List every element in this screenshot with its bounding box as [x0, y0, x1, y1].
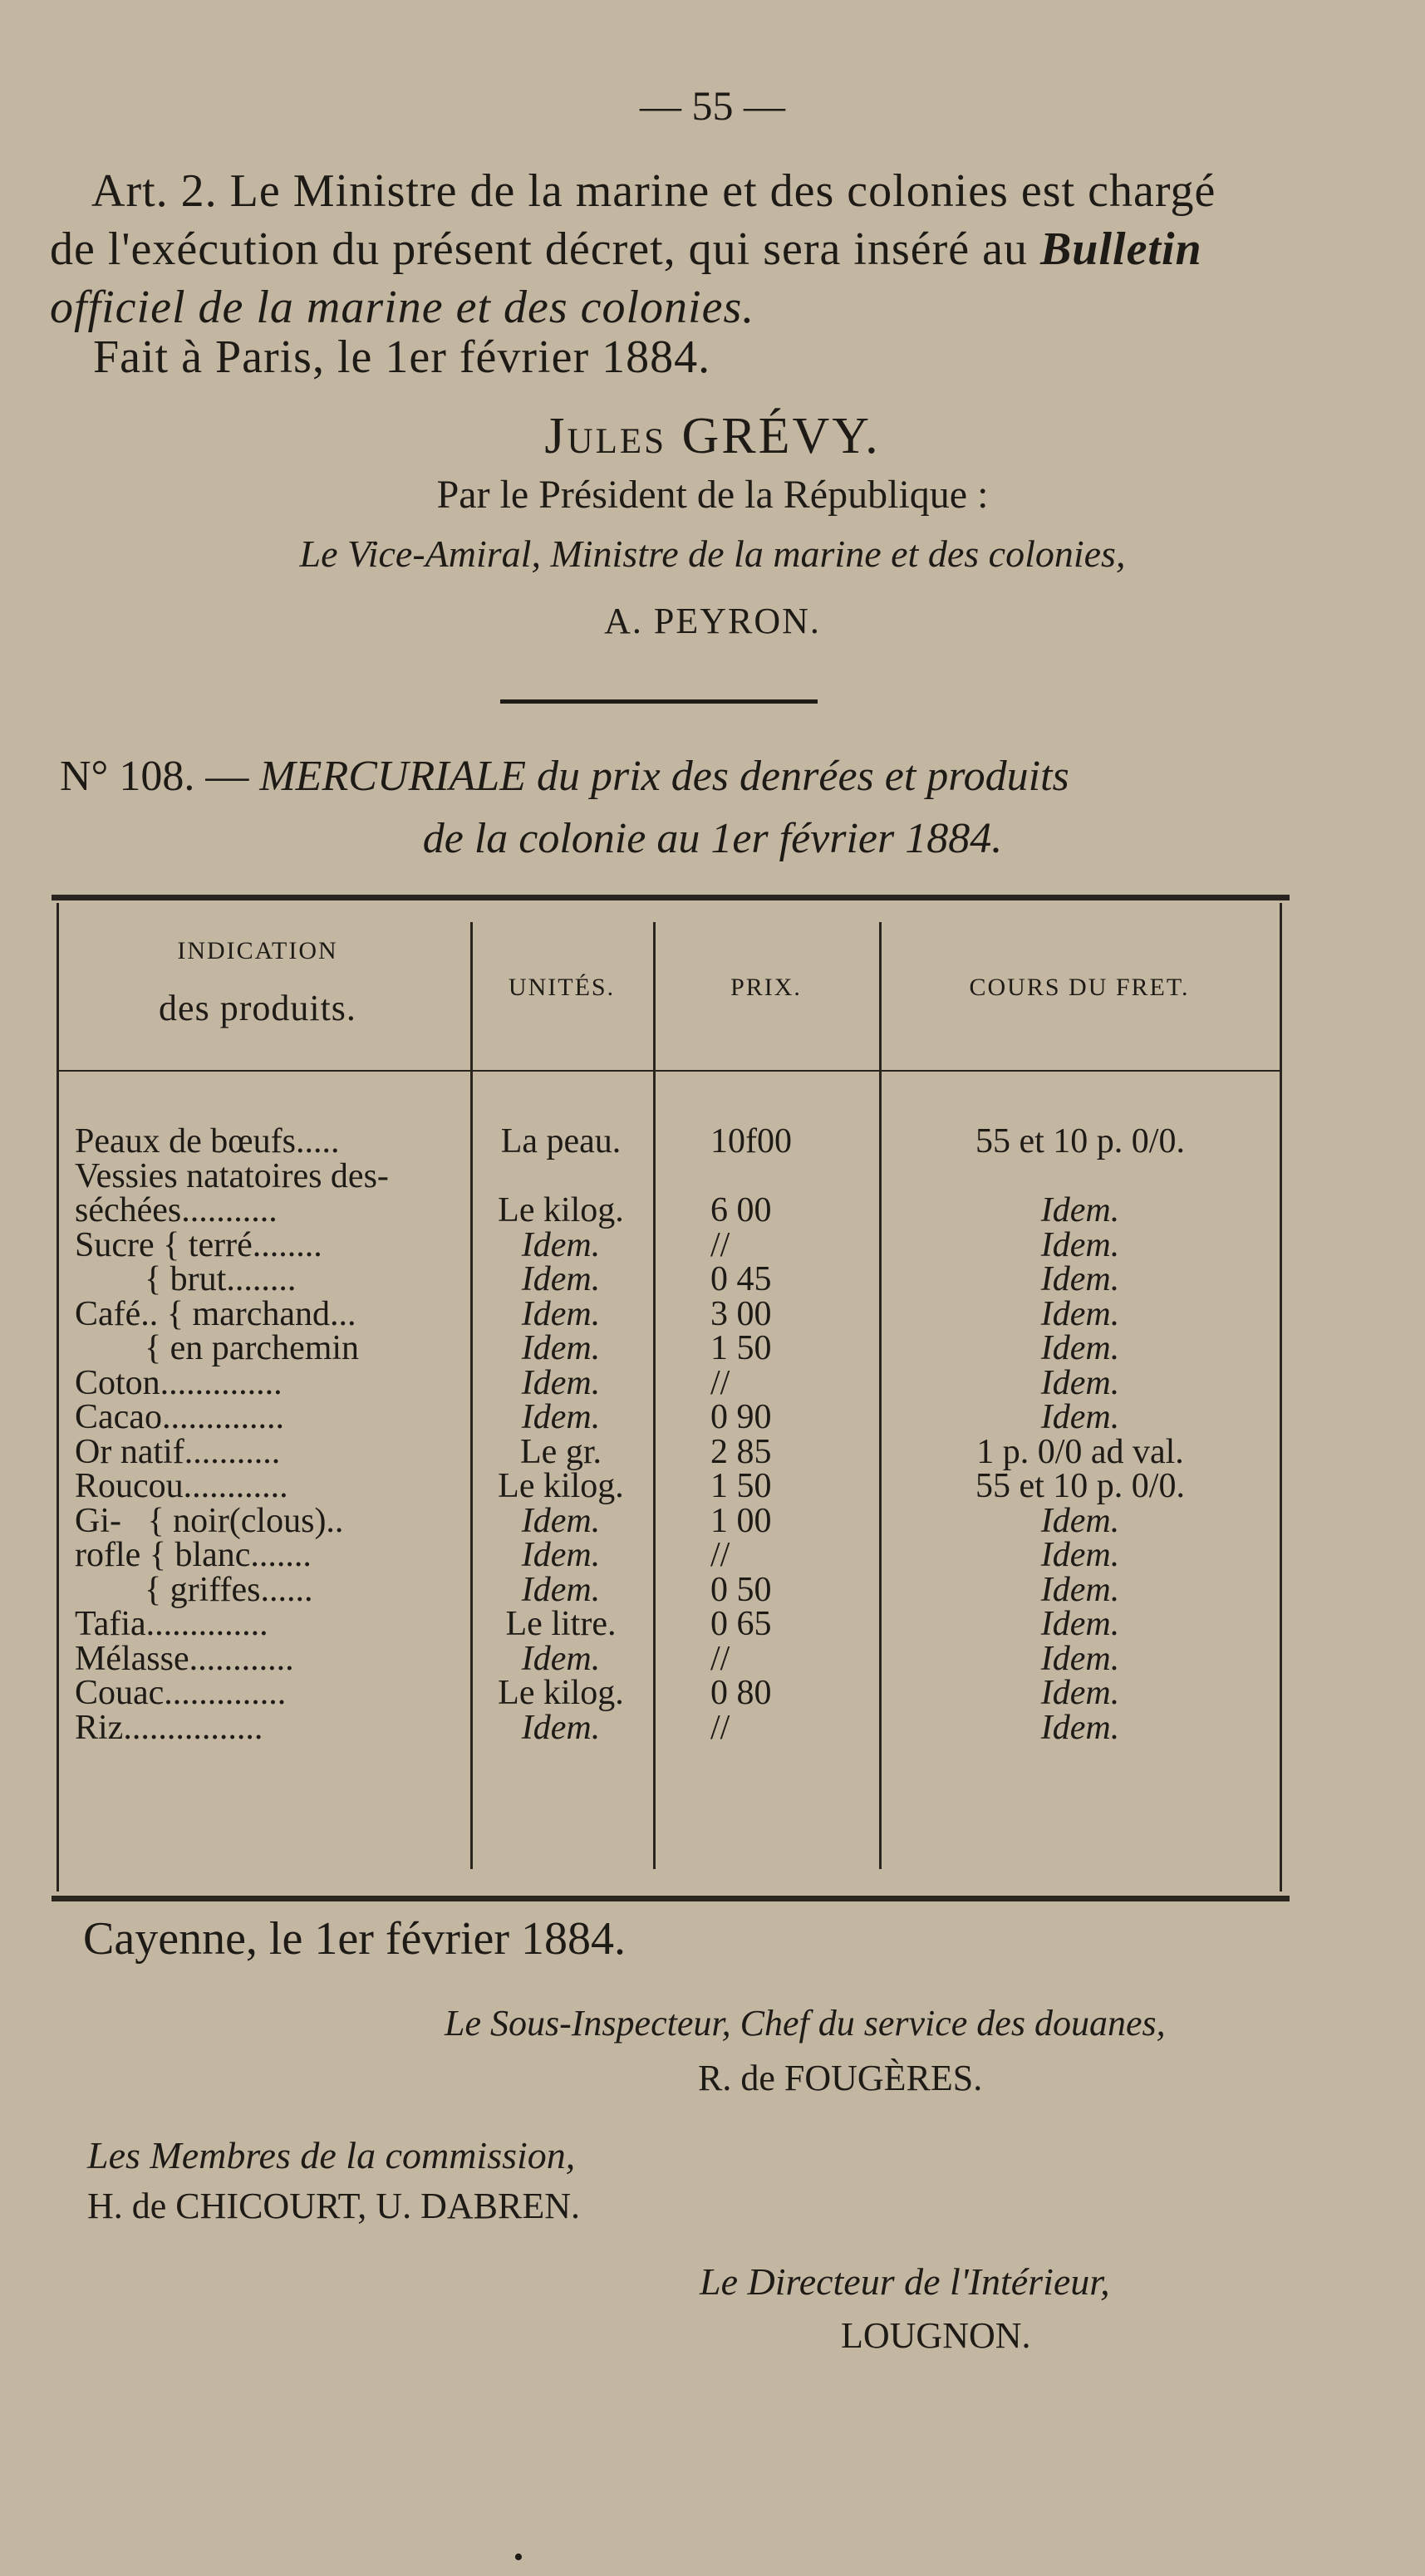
- minister-name: A. PEYRON.: [604, 601, 821, 641]
- unit-cell: La peau.: [500, 1122, 622, 1160]
- product-name: Couac..............: [75, 1674, 287, 1712]
- header-indication: INDICATION: [177, 937, 338, 964]
- table-bottom-rule: [52, 1896, 1290, 1901]
- price-cell: 10f00: [710, 1122, 792, 1160]
- unit-cell: Le litre.: [505, 1605, 617, 1643]
- table-row: [0, 1535, 1425, 1574]
- table-row: [0, 1501, 1425, 1540]
- unit-cell: Idem.: [521, 1329, 601, 1367]
- freight-cell: Idem.: [1040, 1329, 1120, 1367]
- section-divider: [500, 699, 818, 704]
- price-cell: 6 00: [710, 1191, 772, 1229]
- unit-cell: Le kilog.: [498, 1674, 624, 1712]
- freight-cell: Idem.: [1040, 1225, 1120, 1264]
- header-freight: COURS DU FRET.: [969, 974, 1190, 1001]
- decree-article-line: officiel de la marine et des colonies.: [50, 282, 755, 333]
- unit-cell: Idem.: [521, 1536, 601, 1574]
- product-name: { griffes......: [75, 1570, 313, 1609]
- product-name: Mélasse............: [75, 1639, 294, 1678]
- decree-article-line: [50, 223, 1202, 276]
- price-cell: 0 90: [710, 1398, 772, 1436]
- freight-cell: 55 et 10 p. 0/0.: [975, 1122, 1185, 1160]
- unit-cell: Idem.: [521, 1398, 601, 1436]
- freight-cell: Idem.: [1040, 1605, 1120, 1643]
- product-name: Cacao..............: [75, 1398, 284, 1436]
- table-row: [0, 1570, 1425, 1609]
- freight-cell: 55 et 10 p. 0/0.: [975, 1467, 1185, 1505]
- unit-cell: Le kilog.: [498, 1467, 624, 1505]
- commission-names: H. de CHICOURT, U. DABREN.: [87, 2186, 580, 2226]
- freight-cell: Idem.: [1040, 1191, 1120, 1229]
- table-row: [0, 1673, 1425, 1712]
- header-units: UNITÉS.: [508, 974, 616, 1001]
- table-row: [0, 1225, 1425, 1264]
- product-name: séchées...........: [75, 1191, 278, 1229]
- price-cell: 0 65: [710, 1605, 772, 1643]
- price-cell: 1 50: [710, 1329, 772, 1367]
- page-mark: •: [513, 2542, 523, 2573]
- product-name: { en parchemin: [75, 1329, 360, 1367]
- minister-title: Le Vice-Amiral, Ministre de la marine et des colonies,: [299, 532, 1126, 575]
- price-cell: 1 50: [710, 1467, 772, 1505]
- unit-cell: Idem.: [521, 1363, 601, 1402]
- decree-text: de l'exécution du présent décret, qui sera inséré au: [50, 223, 1040, 275]
- table-row: [0, 1328, 1425, 1367]
- price-cell: //: [710, 1225, 730, 1264]
- product-name: Gi- { noir(clous)..: [75, 1501, 344, 1540]
- product-name: Roucou............: [75, 1467, 288, 1505]
- product-name: Sucre { terré........: [75, 1225, 322, 1264]
- mercuriale-subtitle: de la colonie au 1er février 1884.: [422, 815, 1003, 862]
- director-name: LOUGNON.: [841, 2315, 1031, 2356]
- unit-cell: Idem.: [521, 1570, 601, 1609]
- table-row: [0, 1259, 1425, 1298]
- unit-cell: Idem.: [521, 1708, 601, 1747]
- table-row: [0, 1121, 1425, 1160]
- price-cell: 0 80: [710, 1674, 772, 1712]
- price-cell: //: [710, 1708, 730, 1747]
- decree-done-line: Fait à Paris, le 1er février 1884.: [93, 331, 711, 383]
- header-products: des produits.: [159, 988, 356, 1028]
- freight-cell: Idem.: [1040, 1260, 1120, 1298]
- table-row: [0, 1604, 1425, 1643]
- freight-cell: Idem.: [1040, 1570, 1120, 1609]
- product-name: Peaux de bœufs.....: [75, 1122, 340, 1160]
- director-title: Le Directeur de l'Intérieur,: [700, 2260, 1110, 2303]
- product-name: rofle { blanc.......: [75, 1536, 312, 1574]
- product-name: Vessies natatoires des-: [75, 1156, 389, 1195]
- table-row: [0, 1397, 1425, 1436]
- product-name: { brut........: [75, 1260, 297, 1298]
- price-cell: 1 00: [710, 1501, 772, 1540]
- freight-cell: Idem.: [1040, 1639, 1120, 1678]
- product-name: Café.. { marchand...: [75, 1294, 356, 1333]
- unit-cell: Le gr.: [520, 1432, 602, 1471]
- table-row: [0, 1432, 1425, 1471]
- product-name: Or natif...........: [75, 1432, 281, 1471]
- bulletin-title: Bulletin: [1039, 223, 1202, 275]
- product-name: Coton..............: [75, 1363, 283, 1402]
- price-cell: 0 50: [710, 1570, 772, 1609]
- product-name: Tafia..............: [75, 1605, 268, 1643]
- inspector-name: R. de FOUGÈRES.: [698, 2058, 983, 2098]
- table-row: [0, 1156, 1425, 1195]
- price-cell: //: [710, 1639, 730, 1678]
- table-row: [0, 1294, 1425, 1333]
- table-row: [0, 1466, 1425, 1505]
- table-row: [0, 1363, 1425, 1402]
- freight-cell: Idem.: [1040, 1363, 1120, 1402]
- president-signature: Jules GRÉVY.: [544, 408, 881, 464]
- price-cell: 0 45: [710, 1260, 772, 1298]
- unit-cell: Idem.: [521, 1639, 601, 1678]
- table-row: [0, 1708, 1425, 1747]
- closing-date: Cayenne, le 1er février 1884.: [83, 1913, 627, 1965]
- unit-cell: Idem.: [521, 1260, 601, 1298]
- table-row: [0, 1639, 1425, 1678]
- freight-cell: Idem.: [1040, 1708, 1120, 1747]
- price-cell: 3 00: [710, 1294, 772, 1333]
- by-president-line: Par le Président de la République :: [436, 473, 989, 517]
- table-header-rule: [57, 1070, 1282, 1072]
- price-cell: //: [710, 1363, 730, 1402]
- unit-cell: Idem.: [521, 1225, 601, 1264]
- price-cell: 2 85: [710, 1432, 772, 1471]
- table-row: [0, 1190, 1425, 1229]
- price-cell: //: [710, 1536, 730, 1574]
- product-name: Riz................: [75, 1708, 263, 1747]
- decree-article-line: Art. 2. Le Ministre de la marine et des colonies est chargé: [91, 165, 1216, 217]
- mercuriale-heading: [60, 752, 1069, 801]
- page-number: — 55 —: [640, 82, 785, 129]
- freight-cell: Idem.: [1040, 1536, 1120, 1574]
- unit-cell: Le kilog.: [498, 1191, 624, 1229]
- mercuriale-title: MERCURIALE du prix des denrées et produits: [259, 753, 1069, 800]
- commission-title: Les Membres de la commission,: [87, 2134, 576, 2176]
- freight-cell: 1 p. 0/0 ad val.: [976, 1432, 1184, 1471]
- header-price: PRIX.: [730, 974, 802, 1001]
- freight-cell: Idem.: [1040, 1674, 1120, 1712]
- freight-cell: Idem.: [1040, 1294, 1120, 1333]
- mercuriale-number: N° 108. —: [60, 753, 260, 800]
- table-top-rule: [52, 895, 1290, 900]
- unit-cell: Idem.: [521, 1501, 601, 1540]
- freight-cell: Idem.: [1040, 1398, 1120, 1436]
- freight-cell: Idem.: [1040, 1501, 1120, 1540]
- unit-cell: Idem.: [521, 1294, 601, 1333]
- inspector-title: Le Sous-Inspecteur, Chef du service des douanes,: [445, 2003, 1166, 2044]
